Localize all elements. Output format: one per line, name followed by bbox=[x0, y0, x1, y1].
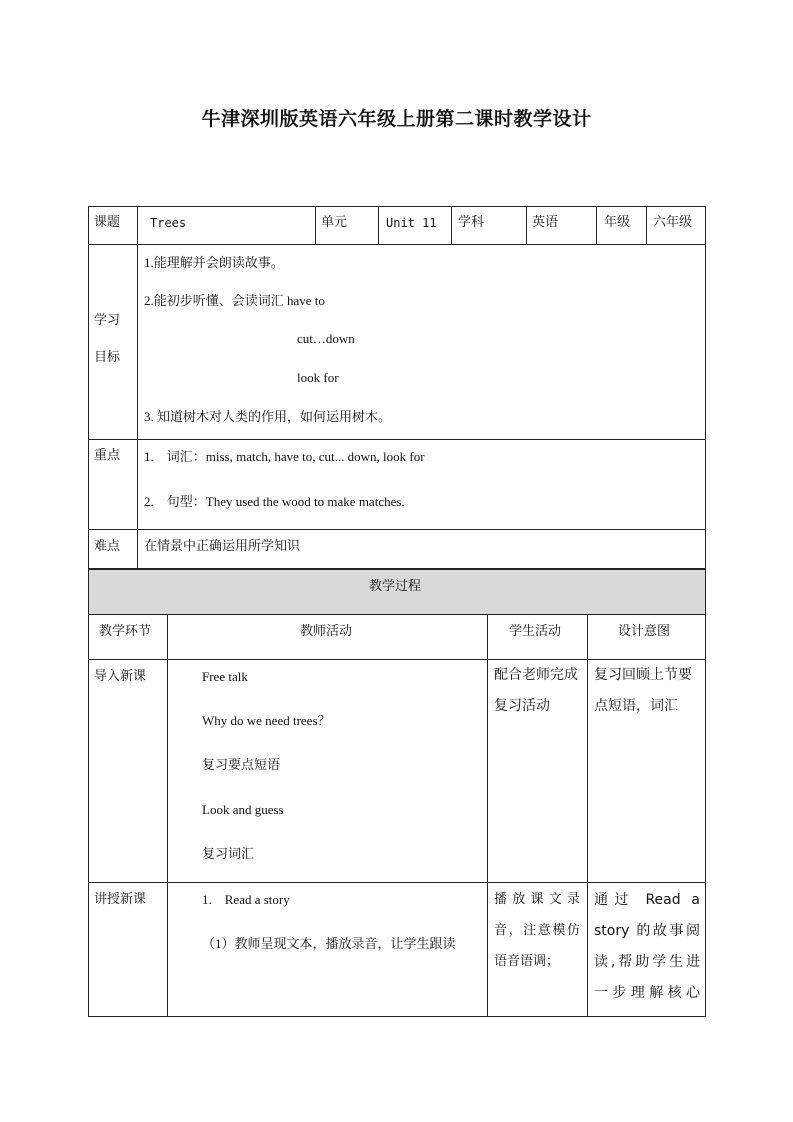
row-1-teacher-line: Look and guess bbox=[202, 802, 284, 817]
objective-item-3: 3. 知道树木对人类的作用，如何运用树木。 bbox=[144, 409, 392, 424]
page-title: 牛津深圳版英语六年级上册第二课时教学设计 bbox=[201, 108, 592, 130]
key-point-2: 2. 句型：They used the wood to make matches. bbox=[144, 494, 405, 509]
objective-item-2-cont-2: look for bbox=[297, 370, 339, 385]
difficulty-label: 难点 bbox=[94, 539, 121, 554]
objectives-label-2: 目标 bbox=[94, 350, 121, 365]
row-2-intent-line: 读,帮助学生进 bbox=[594, 954, 700, 970]
col-header-student: 学生活动 bbox=[509, 624, 562, 639]
row-2-student-line: 音，注意模仿 bbox=[494, 923, 580, 938]
unit-label: 单元 bbox=[321, 215, 348, 230]
row-2-stage: 讲授新课 bbox=[94, 892, 147, 907]
row-2-intent-line: 通过 Read a bbox=[594, 892, 700, 908]
process-header: 教学过程 bbox=[369, 579, 422, 594]
row-1-teacher-line: 复习要点短语 bbox=[202, 758, 281, 773]
key-points-label: 重点 bbox=[94, 448, 121, 463]
grade-value: 六年级 bbox=[653, 215, 693, 230]
unit-value: Unit 11 bbox=[386, 216, 437, 230]
col-header-intent: 设计意图 bbox=[618, 624, 671, 639]
grade-label: 年级 bbox=[604, 215, 631, 230]
row-1-teacher-line: 复习词汇 bbox=[202, 847, 255, 862]
row-2-teacher-line: 1. Read a story bbox=[202, 892, 290, 907]
row-1-intent: 复习回顾上节要点短语，词汇 bbox=[594, 667, 692, 714]
subject-label: 学科 bbox=[458, 215, 485, 230]
row-1-stage: 导入新课 bbox=[94, 669, 147, 684]
row-1-student: 配合老师完成复习活动 bbox=[494, 667, 578, 714]
col-header-stage: 教学环节 bbox=[99, 624, 152, 639]
topic-label: 课题 bbox=[94, 215, 121, 230]
topic-value: Trees bbox=[150, 216, 187, 230]
row-2-intent-line: story 的故事阅 bbox=[594, 923, 700, 939]
subject-value: 英语 bbox=[532, 215, 559, 230]
col-header-teacher: 教师活动 bbox=[300, 624, 353, 639]
objective-item-1: 1.能理解并会朗读故事。 bbox=[144, 255, 284, 270]
row-2-teacher-line: （1）教师呈现文本，播放录音，让学生跟读 bbox=[202, 936, 456, 951]
row-1-teacher-line: Free talk bbox=[202, 669, 248, 684]
row-2-student-line: 播放课文录 bbox=[494, 892, 580, 907]
objective-item-2: 2.能初步听懂、会读词汇 have to bbox=[144, 293, 325, 308]
objectives-label-1: 学习 bbox=[94, 313, 121, 328]
difficulty-text: 在情景中正确运用所学知识 bbox=[144, 539, 301, 554]
row-2-intent-line: 一步理解核心 bbox=[594, 985, 700, 1001]
row-2-student-line: 语音语调； bbox=[494, 954, 560, 969]
objective-item-2-cont-1: cut…down bbox=[297, 331, 355, 346]
row-1-teacher-line: Why do we need trees？ bbox=[202, 713, 331, 728]
key-point-1: 1. 词汇：miss, match, have to, cut... down, look for bbox=[144, 449, 425, 464]
